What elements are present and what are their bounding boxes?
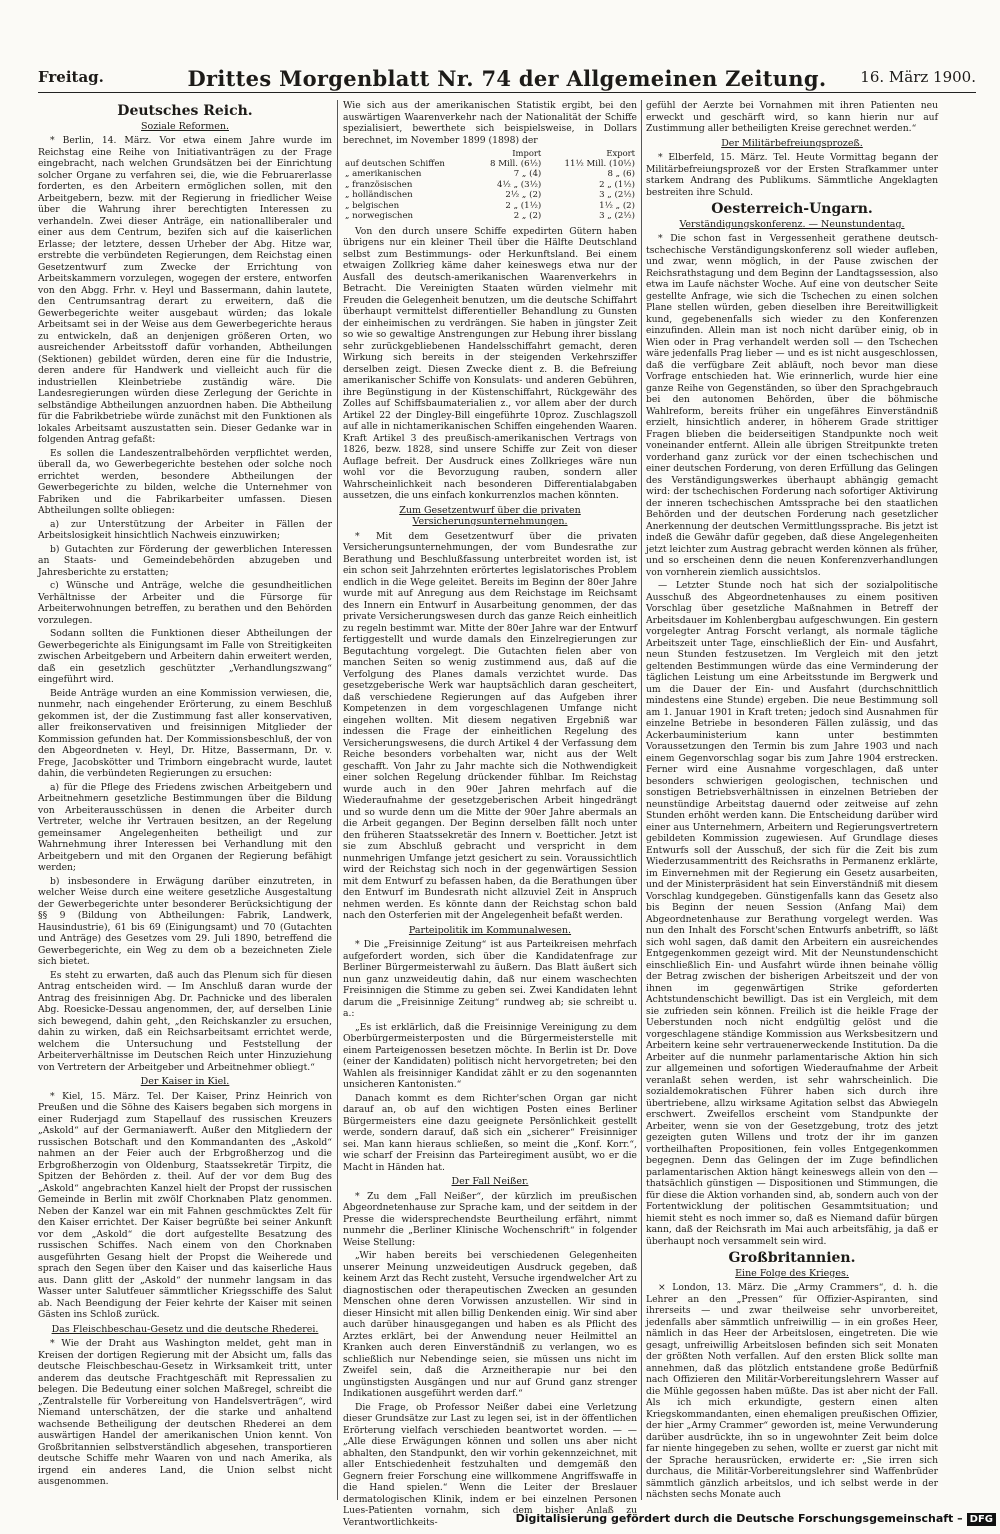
table-row <box>343 211 637 222</box>
table-cell-label: „ norwegischen <box>345 211 414 221</box>
subheading-militaerbefreiungsprozess: Der Militärbefreiungsprozeß. <box>721 137 863 149</box>
section-heading-oesterreich-ungarn: Oesterreich-Ungarn. <box>711 201 873 217</box>
table-row <box>343 169 637 180</box>
article-paragraph: Es sollen die Landeszentralbehörden verpflichtet werden, überall da, wo Gewerbegerichte bestehen oder solche noch errichtet werden, besondere Abtheilungen der Gewerbegerichte zu bilden, welche die Unternehmer von Fabriken und die Fabrikarbeiter umfassen. Diesen Abtheilungen sollte obliegen: <box>38 447 332 516</box>
column-3 <box>646 100 938 1500</box>
article-paragraph: * Elberfeld, 15. März. Tel. Heute Vormittag begann der Militärbefreiungsprozeß vor der Ersten Strafkammer unter starkem Andrang des Publikums. Sämmtliche Angeklagten bestreiten ihre Schuld. <box>646 152 938 198</box>
article-paragraph: Sodann sollten die Funktionen dieser Abtheilungen der Gewerbegerichte als Einigungsamt im Falle von Streitigkeiten zwischen Arbeitgebern und Arbeitern dahin erweitert werden, daß ein gesetzlich geschützter „Verhandlungszwang“ eingeführt wird. <box>38 628 332 685</box>
table-cell-label: „ amerikanischen <box>345 169 422 179</box>
article-paragraph: * Zu dem „Fall Neißer“, der kürzlich im preußischen Abgeordnetenhause zur Sprache kam, und der seitdem in der Presse die widersprechendste Beurtheilung erfährt, nimmt nunmehr die „Berliner Klinische Wochenschrift“ in folgender Weise Stellung: <box>343 1190 637 1248</box>
column-2 <box>343 100 637 1528</box>
article-paragraph: Danach kommt es dem Richter'schen Organ gar nicht darauf an, ob auf den wichtigen Posten eines Berliner Bürgermeisters eine dazu geeignete Persönlichkeit gestellt werde, sondern darauf, daß sich ein „sicherer“ Freisinniger sei. Man kann hieraus schließen, so meint die „Konf. Korr.“, wie scharf der Freisinn das Parteiregiment ausübt, wo er die Macht in Händen hat. <box>343 1092 637 1173</box>
table-cell-import: 2 „ (2) <box>513 211 542 221</box>
article-paragraph: b) Gutachten zur Förderung der gewerblichen Interessen an Staats- und Gemeindebehörden abzugeben und Jahresberichte zu erstatten; <box>38 543 332 578</box>
article-paragraph: Beide Anträge wurden an eine Kommission verwiesen, die, nunmehr, nach eingehender Erörterung, zu einem Beschluß gekommen ist, der die Zustimmung fast aller konservativen, aller freikonservativen und freisinnigen Mitglieder der Kommission gefunden hat. Der Kommissionsbeschluß, der von den Abgeordneten v. Heyl, Dr. Hitze, Bassermann, Dr. v. Frege, Jacobskötter und Trimborn eingebracht wurde, lautet dahin, die verbündeten Regierungen zu ersuchen: <box>38 687 332 779</box>
article-paragraph: Wie sich aus der amerikanischen Statistik ergibt, bei den auswärtigen Waarenverkehr nach der Nationalität der Schiffe spezialisiert, bewerthete sich beispielsweise, in Dollars berechnet, im November 1899 (1898) der <box>343 100 637 146</box>
article-paragraph: × London, 13. März. Die „Army Crammers“, d. h. die Lehrer an den „Pressen“ für Offizier-Aspiranten, sind ihrerseits — und zwar theilweise sehr unvorbereitet, jedenfalls aber sämmtlich unfreiwillig — in ein großes Heer, nämlich in das Heer der Arbeitslosen, eingetreten. Die wie gesagt, unfreiwillig Arbeitslosen befinden sich seit Monaten der größten Noth verfallen. Auf den ersten Blick sollte man annehmen, daß das plötzlich entstandene große Bedürfniß nach Offizieren den Militär-Vorbereitungslehrern Wasser auf die Mühle gegossen haben müßte. Das ist aber nicht der Fall. Als ich mich erkundigte, gestern einen alten Kriegskommandanten, einen ehemaligen preußischen Offizier, der hier „Army Crammer“ geworden ist, meine Verwunderung darüber ausdrückte, ihn so in ungewohnter Zeit beim dolce far niente hingegeben zu sehen, wollte er zuerst gar nicht mit der Sprache herausrücken, erwiderte er: „Sie irren sich durchaus, die Militär-Vorbereitungslehrer sind Waffenbrüder sämmtlich gänzlich arbeitslos, und ich selbst werde in der nächsten sechs Monate auch <box>646 1282 938 1500</box>
article-paragraph: Es steht zu erwarten, daß auch das Plenum sich für diesen Antrag entscheiden wird. — Im Anschluß daran wurde der Antrag des freisinnigen Abg. Dr. Pachnicke und des liberalen Abg. Roesicke-Dessau angenommen, der, auf derselben Linie sich bewegend, dahin geht, „den Reichskanzler zu ersuchen, dahin zu wirken, daß ein Reichsarbeitsamt errichtet werde, welchem die Untersuchung und Feststellung der Arbeiterverhältnisse im Deutschen Reich unter Hinzuziehung von Vertretern der Arbeitgeber und Arbeitnehmer obliegt.“ <box>38 969 332 1073</box>
section-heading-deutsches-reich: Deutsches Reich. <box>117 103 253 119</box>
dfg-logo: DFG <box>967 1513 996 1526</box>
subheading-verstaendigungskonferenz: Verständigungskonferenz. — Neunstundentag. <box>679 218 905 230</box>
table-header-import: Import <box>512 148 542 158</box>
masthead-date: 16. März 1900. <box>860 68 976 86</box>
subheading-versicherung: Zum Gesetzentwurf über die privaten Versicherungsunternehmungen. <box>399 504 581 527</box>
table-cell-import: 8 Mill. (6½) <box>490 158 542 169</box>
article-paragraph: * Die schon fast in Vergessenheit gerathene deutsch-tschechische Verständigungskonferenz soll wieder aufleben, und zwar, wenn möglich, in der Pause zwischen der Reichsrathstagung und dem Beginn der Landtagssession, also etwa im Laufe nächster Woche. Auf eine von deutscher Seite gestellte Anfrage, wie sich die Tschechen zu einen solchen Plane stellen würden, geben dieselben ihre Bereitwilligkeit kund, gegebenenfalls sich wieder zu den Konferenzen einzufinden. Allein man ist noch nicht darüber einig, ob in Wien oder in Prag verhandelt werden soll — den Tschechen wäre jedenfalls Prag lieber — und es ist nicht ausgeschlossen, daß die verfügbare Zeit abläuft, noch bevor man diese Vorfrage entschieden hat. Wie erinnerlich, wurde hier eine ganze Reihe von Gegenständen, so über den Sprachgebrauch bei den autonomen Behörden, über die böhmische Wahlreform, bereits früher ein ungefähres Einverständniß erzielt, hinsichtlich anderer, in höherem Grade strittiger Fragen blieben die beiderseitigen Standpunkte noch weit voneinander entfernt. Allein alle übrigen Streitpunkte treten vorderhand ganz zurück vor der einen tschechischen und einer deutschen Forderung, von deren Erfüllung das Gelingen des Verständigungswerkes überhaupt abhängig gemacht wird: der tschechischen Forderung nach sofortiger Aktivirung der inneren tschechischen Amtssprache bei den staatlichen Behörden und der deutschen Forderung nach gesetzlicher Anerkennung der deutschen Vermittlungssprache. Bis jetzt ist indeß die Gewähr dafür gegeben, daß diese Angelegenheiten jetzt leichter zum Austrag gebracht werden können als früher, und so erscheinen denn die neuen Konferenzverhandlungen von vornherein ziemlich aussichtslos. <box>646 233 938 578</box>
table-cell-export: 3 „ (2½) <box>599 190 635 200</box>
table-cell-label: „ französischen <box>345 179 413 190</box>
article-paragraph: * Mit dem Gesetzentwurf über die privaten Versicherungsunternehmungen, der vom Bundesrathe zur Berathung und Beschlußfassung unterbreitet worden ist, ist ein schon seit Jahrzehnten erörtertes legislatorisches Problem endlich in die Wege geleitet. Bereits im Beginn der 80er Jahre wurde mit auf Anregung aus dem Reichstage im Reichsamt des Innern ein Entwurf in Ausarbeitung genommen, der das private Versicherungswesen durch das ganze Reich einheitlich zu regeln bestimmt war. Mitte der 80er Jahre war der Entwurf fertiggestellt und wurde damals den Einzelregierungen zur Begutachtung vorgelegt. Die Gutachten fielen aber von manchen Seiten so wenig zustimmend aus, daß auf die Verfolgung des Planes damals verzichtet wurde. Das gesetzgeberische Werk war hauptsächlich daran gescheitert, daß verschiedene Regierungen auf das Aufgeben ihrer Kompetenzen in dem vorgeschlagenen Umfange nicht eingehen wollten. Mit diesem negativen Ergebniß war indessen die Frage der einheitlichen Regelung des Versicherungswesens, die durch Artikel 4 der Verfassung dem Reiche besonders vorbehalten war, nicht aus der Welt geschafft. Von Jahr zu Jahr machte sich die Nothwendigkeit einer solchen Regelung drückender fühlbar. Im Reichstag wurde auch in den 90er Jahren mehrfach auf die Wiederaufnahme der gesetzgeberischen Arbeit hingedrängt und so wurde denn um die Mitte der 90er Jahre abermals an die Arbeit gegangen. Der Beginn derselben fällt noch unter den früheren Staatssekretär des Innern v. Boetticher. Jetzt ist sie zum Abschluß gebracht und verspricht in dem nunmehrigen Umfange jetzt gesichert zu sein. Voraussichtlich wird der Reichstag sich noch in der gegenwärtigen Session mit dem Entwurf zu befassen haben, da die Berathungen über den Entwurf im Bundesrath nicht allzuviel Zeit in Anspruch nehmen werden. Es könnte dann der Reichstag schon bald nach den Osterferien mit der Angelegenheit befaßt werden. <box>343 530 637 921</box>
table-cell-import: 7 „ (4) <box>513 169 542 179</box>
table-header-export: Export <box>606 148 635 158</box>
article-paragraph: b) insbesondere in Erwägung darüber einzutreten, in welcher Weise durch eine weitere gesetzliche Ausgestaltung der Gewerbegerichte unter besonderer Berücksichtigung der §§ 9 (Bildung von Abtheilungen: Fabrik, Landwerk, Hausindustrie), 61 bis 69 (Einigungsamt) und 70 (Gutachten und Anträge) des Gesetzes vom 29. Juli 1890, betreffend die Gewerbegerichte, ein Weg zu dem ob a bezeichneten Ziele sich bietet. <box>38 875 332 967</box>
column-rule <box>641 100 642 1500</box>
article-paragraph: * Wie der Draht aus Washington meldet, geht man in Kreisen der dortigen Regierung mit der Absicht um, falls das deutsche Fleischbeschau-Gesetz in Wirksamkeit tritt, unter anderem das deutsche Frachtgeschäft mit Repressalien zu belegen. Die Bedeutung einer solchen Maßregel, schreibt die „Zentralstelle für Vorbereitung von Handelsverträgen“, wird Niemand unterschätzen, der die starke und anhaltend wachsende Betheiligung der deutschen Rhederei an dem auswärtigen Handel der amerikanischen Union kennt. Von Großbritannien selbstverständlich abgesehen, transportieren deutsche Schiffe mehr Waaren von und nach Amerika, als irgend ein anderes Land, die Union selbst nicht ausgenommen. <box>38 1338 332 1487</box>
footer-text: Digitalisierung gefördert durch die Deutsche Forschungsgemeinschaft – <box>515 1512 963 1525</box>
table-cell-export: 1½ „ (2) <box>599 200 635 211</box>
subheading-fall-neisser: Der Fall Neißer. <box>451 1176 529 1187</box>
table-row <box>343 159 637 170</box>
article-paragraph: a) zur Unterstützung der Arbeiter in Fällen der Arbeitslosigkeit hinsichtlich Nachweis einzuwirken; <box>38 518 332 541</box>
table-cell-export: 2 „ (1½) <box>599 179 635 190</box>
table-cell-export: 3 „ (2½) <box>599 211 635 221</box>
article-paragraph: gefühl der Aerzte bei Vornahmen mit ihren Patienten neu erweckt und geschärft wird, so kann hierin nur auf Zustimmung aller betheiligten Kreise gerechnet werden.“ <box>646 100 938 134</box>
article-paragraph: — Letzter Stunde noch hat sich der sozialpolitische Ausschuß des Abgeordnetenhauses zu einem positiven Vorschlag über gesetzliche Maßnahmen in Betreff der Arbeitsdauer im Kohlenbergbau aufgeschwungen. Ein gestern vorgelegter Antrag Forscht verlangt, als normale tägliche Arbeitszeit unter Tage, einschließlich der Ein- und Ausfahrt, neun Stunden festzusetzen. Im Vergleich mit den jetzt geltenden Bestimmungen würde das eine Verminderung der täglichen Leistung um eine Arbeitsstunde im Bergwerk und um die Dauer der Ein- und Ausfahrt (durchschnittlich mindestens eine Stunde) ergeben. Die neue Bestimmung soll am 1. Januar 1901 in Kraft treten; jedoch sind Ausnahmen für einzelne Betriebe in besonderen Fällen zulässig, und das Ackerbauministerium kann unter bestimmten Voraussetzungen den Termin bis zum Jahre 1903 und nach einem Gegenvorschlag sogar bis zum Jahre 1904 erstrecken. Ferner wird eine Ausnahme vorgeschlagen, daß unter besonders schwierigen geologischen, technischen und sonstigen Betriebsverhältnissen in einzelnen Betrieben der neunstündige Arbeitstag dauernd oder zeitweise auf zehn Stunden erhöht werden kann. Die Entscheidung darüber wird einer aus Unternehmern, Arbeitern und Regierungsvertretern gebildeten Kommission zugewiesen. Auf Grundlage dieses Entwurfs soll der Ausschuß, der sich für die Zeit bis zum Wiederzusammentritt des Reichsraths in Permanenz erklärte, im Einvernehmen mit der Regierung ein Gesetz ausarbeiten, und der Ministerpräsident hat sein Einverständniß mit diesem Vorschlag kundgegeben. Günstigenfalls kann das Gesetz also bis Beginn der neuen Session (Anfang Mai) dem Abgeordnetenhause zur Berathung vorgelegt werden. Was nun den Inhalt des Forscht'schen Entwurfs anbetrifft, so läßt sich wohl sagen, daß damit den Arbeitern ein ausreichendes Entgegenkommen gezeigt wird. Mit der Neunstundenschicht einschließlich Ein- und Ausfahrt würde ihnen beinahe völlig der Betrag zwischen der bisherigen Arbeitszeit und der von ihnen im gegenwärtigen Strike geforderten Achtstundenschicht bewilligt. Das ist ein Vergleich, mit dem sie zufrieden sein können. Freilich ist die heikle Frage der Ueberstunden noch nicht endgültig gelöst und die vorgeschlagene ständige Kommission aus Werksbesitzern und Arbeitern keine sehr vertrauenerweckende Institution. Da die Arbeiter auf die nunmehr parlamentarische Aktion hin sich zur allgemeinen und sofortigen Wiederaufnahme der Arbeit veranlaßt sehen werden, ist sehr wahrscheinlich. Die sozialdemokratischen Führer haben sich durch ihre übertriebene, allzu wirksame Agitation selbst das Abwiegeln erschwert. Zweifellos erscheint vom Standpunkte der Arbeiter, wenn sie von der Gesetzgebung, trotz des jetzt gezeigten guten Willens und trotz der ihr im ganzen vortheilhaften Propositionen, fein volles Entgegenkommen begegnen. Denn das Gelingen der im Zuge befindlichen parlamentarischen Aktion hängt keineswegs allein von den — thatsächlich günstigen — Dispositionen und Stimmungen, die für diese die Aktion vorhanden sind, ab, sondern auch von der Fortentwicklung der politischen Gesammtsituation; und hiemit steht es noch immer so, daß es Niemand dafür bürgen kann, daß der Reichsrath im Mai auch arbeitsfähig, ja daß er überhaupt noch versammelt sein wird. <box>646 580 938 1247</box>
masthead-title: Drittes Morgenblatt Nr. 74 der Allgemeinen Zeitung. <box>187 66 827 91</box>
article-paragraph: * Die „Freisinnige Zeitung“ ist aus Parteikreisen mehrfach aufgefordert worden, sich über die Kandidatenfrage zur Berliner Bürgermeisterwahl zu äußern. Das Blatt äußert sich nun ganz unzweideutig dahin, daß nur einem waschechten Freisinnigen die Stimme zu geben sei. Zwei Kandidaten lehnt darum die „Freisinnige Zeitung“ rundweg ab; sie schreibt u. a.: <box>343 939 637 1019</box>
table-row <box>343 201 637 212</box>
article-paragraph: „Es ist erklärlich, daß die Freisinnige Vereinigung zu dem Oberbürgermeisterposten und die Bürgermeisterstelle mit einem Parteigenossen besetzen möchte. In Berlin ist Dr. Dove (einer der Kandidaten) politisch nicht hervorgetreten; bei den Wahlen als freisinniger Kandidat zählt er zu den sogenannten unsicheren Kantonisten.“ <box>343 1021 637 1090</box>
article-paragraph: * Berlin, 14. März. Vor etwa einem Jahre wurde im Reichstag eine Reihe von Initiativanträgen zu der Frage eingebracht, nach welchen Grundsätzen bei der Einrichtung solcher Organe zu verfahren sei, die, wie die Februarerlasse forderten, es den Arbeitern ermöglichen sollen, mit den Arbeitgebern, bezw. mit der Regierung in friedlicher Weise über die Wahrung ihrer berechtigten Interessen zu verhandeln. Zwei dieser Anträge, ein nationalliberaler und einer aus dem Centrum, bezifen sich auf die kaiserlichen Erlasse; der letztere, dessen Urheber der Abg. Hitze war, erstrebte die verbündeten Regierungen, dem Reichstag einen Gesetzentwurf zum Zwecke der Errichtung von Arbeitskammern vorzulegen, wogegen der erstere, entworfen von den Abgg. Frhr. v. Heyl und Bassermann, dahin lautete, den Centrumsantrag derart zu erweitern, daß die Gewerbegerichte weiter ausgebaut würden; das lokale Arbeitsamt sei in der Weise aus dem Gewerbegerichte heraus zu entwickeln, daß an denjenigen größeren Orten, wo ausreichender Arbeitsstoff dafür vorhanden, Abtheilungen (Sektionen) gebildet würden, deren eine für die Industrie, deren andere für Handwerk und vielleicht auch für die industriellen Kleinbetriebe zuständig wäre. Die Landesregierungen würden diese Zerlegung der Gerichte in selbständige Abtheilungen anzuordnen haben. Die Abtheilung für die Fabrikbetriebe würde zunächst mit den Funktionen als lokales Arbeitsamt auszustatten sein. Dieser Gedanke war in folgenden Antrag gefaßt: <box>38 135 332 445</box>
article-paragraph: * Kiel, 15. März. Tel. Der Kaiser, Prinz Heinrich von Preußen und die Söhne des Kaisers begaben sich morgens in einer Ruderjagd zum Stapellauf des russischen Kreuzers „Askold“ auf der Germaniawerft. Außer den Mitgliedern der russischen Botschaft und den Kommandanten des „Askold“ nahmen an der Feier auch der Erbgroßherzog und die Erbgroßherzogin von Oldenburg, Staatssekretär Tirpitz, die Spitzen der Behörden z. theil. Auf der vor dem Bug des „Askold“ angebrachten Kanzel hielt der Propst der russischen Gemeinde in Berlin mit zwölf Chorknaben Platz genommen. Neben der Kanzel war ein mit Fahnen geschmücktes Zelt für den Kaiser errichtet. Der Kaiser begrüßte bei seiner Ankunft vor dem „Askold“ die dort aufgestellte Besatzung des russischen Schiffes. Nach einem von den Chorknaben ausgeführten Gesang hielt der Propst die Weiherede und sprach den Segen über den Kaiser und das kaiserliche Haus aus. Dann glitt der „Askold“ der nunmehr langsam in das Wasser unter Salutfeuer sämmtlicher Kriegsschiffe des Salut ab. Nach Beendigung der Feier kehrte der Kaiser mit seinen Gästen ins Schloß zurück. <box>38 1090 332 1320</box>
table-cell-import: 4½ „ (3½) <box>497 179 542 190</box>
subheading-folge-des-krieges: Eine Folge des Krieges. <box>735 1267 849 1279</box>
article-paragraph: „Wir haben bereits bei verschiedenen Gelegenheiten unserer Meinung unzweideutigen Ausdruck gegeben, daß keinem Arzt das Recht zusteht, Versuche irgendwelcher Art zu diagnostischen oder therapeutischen Zwecken an gesunden Menschen ohne deren Vorwissen anzustellen. Wir sind in dieser Hinsicht mit allen billig Denkenden einig. Wir sind aber auch darüber hinausgegangen und haben es als Pflicht des Arztes erklärt, bei der Anwendung neuer Heilmittel an Kranken auch deren Einverständniß zu verlangen, wo es schließlich nur Nebendinge seien, sie müssen uns nicht im Zweifel sein, daß die Arzneitherapie nur bei den ungünstigsten Ausgängen und nur auf Grund ganz strenger Indikationen ausgeführt werden darf.“ <box>343 1250 637 1399</box>
table-row <box>343 180 637 191</box>
table-cell-export: 11½ Mill. (10½) <box>564 158 635 169</box>
section-heading-grossbritannien: Großbritannien. <box>728 1250 856 1266</box>
masthead <box>38 66 976 93</box>
subheading-parteipolitik: Parteipolitik im Kommunalwesen. <box>408 924 572 936</box>
table-row <box>343 190 637 201</box>
subheading-fleischbeschau: Das Fleischbeschau-Gesetz und die deutsche Rhederei. <box>51 1323 319 1335</box>
column-1 <box>38 100 332 1500</box>
subheading-kaiser-in-kiel: Der Kaiser in Kiel. <box>140 1076 230 1087</box>
article-paragraph: Die Frage, ob Professor Neißer dabei eine Verletzung dieser Grundsätze zur Last zu legen sei, ist in der öffentlichen Erörterung vielfach verschieden beantwortet worden. — — „Alle diese Erwägungen können und sollen uns aber nicht abhalten, den Standpunkt, den wir vorhin gekennzeichnet, mit aller Entschiedenheit festzuhalten und demgemäß den Gegnern freier Forschung eine willkommene Angriffswaffe in die Hand spielen.“ Wenn die Leiter der Breslauer dermatologischen Klinik, indem er bei einzelnen Personen Lues-Patienten vornahm, sich dem bisher Anlaß zu Verantwortlichkeits- <box>343 1401 637 1528</box>
subheading-soziale-reformen: Soziale Reformen. <box>141 120 229 132</box>
masthead-day: Freitag. <box>38 68 104 86</box>
digitization-credit <box>516 1512 996 1526</box>
table-cell-label: „ holländischen <box>345 190 413 200</box>
article-paragraph: Von den durch unsere Schiffe expedirten Gütern haben übrigens nur ein kleiner Theil über die Hälfte Deutschland selbst zum Bestimmungs- oder Herkunftsland. Bei einem etwaigen Zollkrieg käme daher keineswegs etwa nur der Ausfall des deutsch-amerikanischen Waarenverkehrs in Betracht. Die Vereinigten Staaten würden vielmehr mit Freuden die Gelegenheit benutzen, um die deutsche Schiffahrt überhaupt vermittelst differentieller Behandlung zu Gunsten der einheimischen zu verdrängen. Sie haben in jüngster Zeit so wie so gewaltige Anstrengungen zur Hebung ihrer bisslang sehr zurückgebliebenen Handelsschiffahrt gemacht, deren Wirkung sich bereits in der steigenden Verkehrsziffer derselben zeigt. Diesen Zwecke dient z. B. die Befreiung amerikanischer Schiffe von Konsulats- und anderen Gebühren, ihre Begünstigung in der Küstenschiffahrt, Rückgewähr des Zolles auf Schiffsbaumaterialien z., vor allem aber der durch Artikel 22 der Dingley-Bill eingeführte 10proz. Zuschlagszoll auf alle in nichtamerikanischen Schiffen eingehenden Waaren. Kraft Artikel 3 des preußisch-amerikanischen Vertrags von 1826, bezw. 1828, sind unsere Schiffe zur Zeit von dieser Auflage befreit. Der Ausdruck eines Zollkrieges wäre nun wohl vor die Bevorzugung rauben, sondern aller Wahrscheinlichkeit nach besonderen Differentialabgaben aussetzen, die uns einfach konkurrenzlos machen könnten. <box>343 225 637 501</box>
column-rule <box>337 100 338 1500</box>
table-cell-label: auf deutschen Schiffen <box>345 158 445 169</box>
table-cell-import: 2 „ (1½) <box>505 200 542 211</box>
import-export-table <box>343 148 637 222</box>
table-cell-label: „ belgischen <box>345 200 400 211</box>
table-cell-import: 2½ „ (2) <box>505 190 542 200</box>
article-paragraph: c) Wünsche und Anträge, welche die gesundheitlichen Verhältnisse der Arbeiter und die Fürsorge für Arbeiterwohnungen betreffen, zu berathen und den Behörden vorzulegen. <box>38 580 332 626</box>
article-paragraph: a) für die Pflege des Friedens zwischen Arbeitgebern und Arbeitnehmern gesetzliche Bestimmungen über die Bildung von Arbeiterausschüssen in denen die Arbeiter durch Vertreter, welche ihr Vertrauen besitzen, an der Regelung gemeinsamer Angelegenheiten betheiligt und zur Wahrnehmung ihrer Interessen bei Verhandlung mit den Arbeitgebern und mit den Organen der Regierung befähigt werden; <box>38 781 332 873</box>
table-cell-export: 8 „ (6) <box>607 169 635 179</box>
